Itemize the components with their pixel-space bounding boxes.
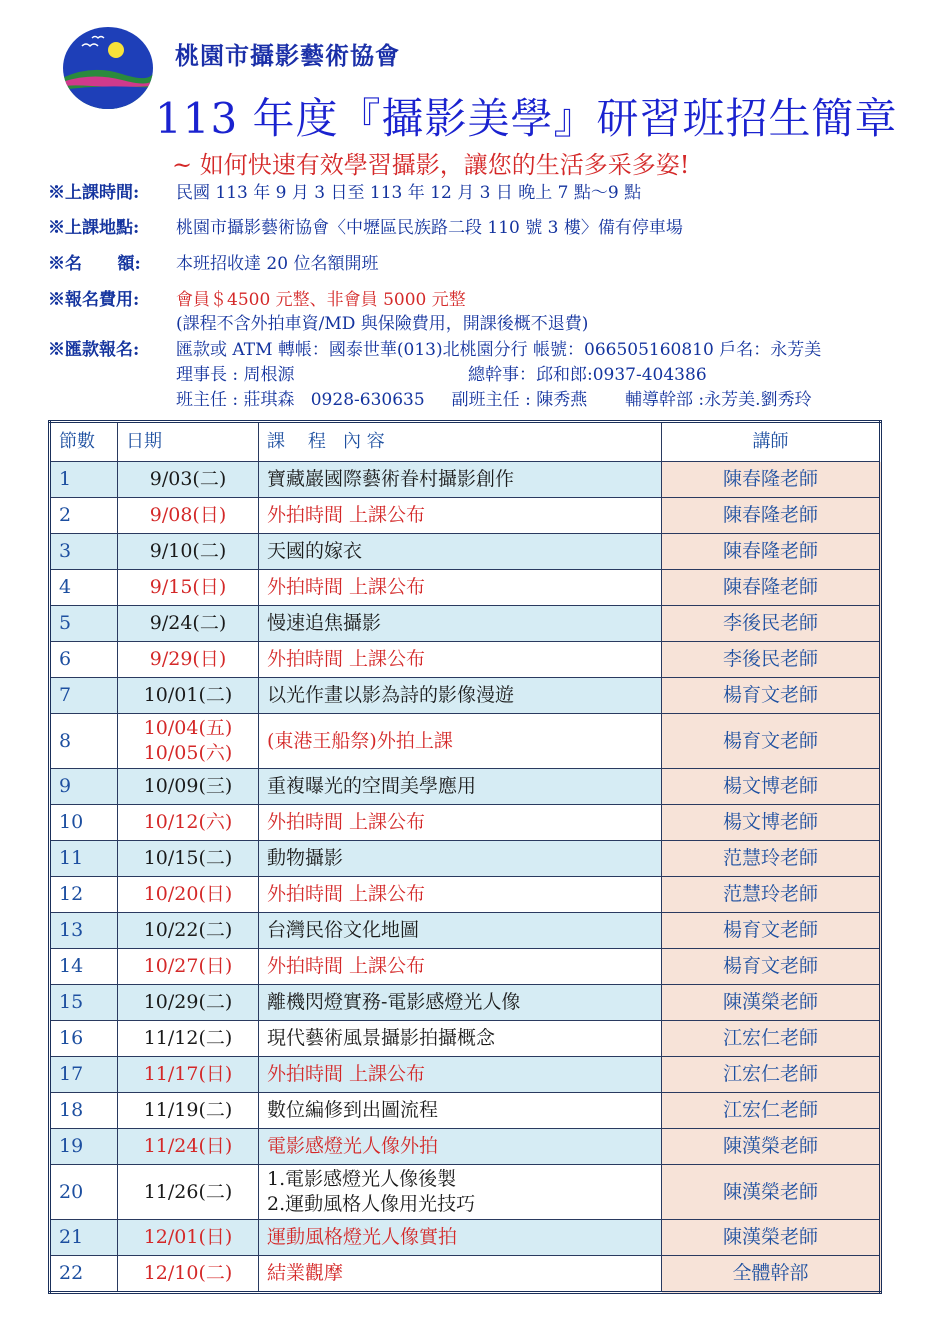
session-number: 3 [50, 534, 118, 570]
table-row [50, 1129, 881, 1165]
quota-value: 本班招收達 20 位名額開班 [176, 254, 379, 274]
session-date: 11/26(二) [118, 1165, 259, 1220]
session-topic: 外拍時間 上課公布 [259, 877, 662, 913]
session-topic: 離機閃燈實務-電影感燈光人像 [259, 985, 662, 1021]
chairman: 理事長 : 周根源 [176, 365, 295, 385]
session-teacher: 楊文博老師 [662, 805, 881, 841]
header-teacher: 講師 [662, 422, 881, 462]
session-number: 9 [50, 769, 118, 805]
header-session: 節數 [50, 422, 118, 462]
session-teacher: 陳春隆老師 [662, 570, 881, 606]
session-teacher: 楊育文老師 [662, 714, 881, 769]
session-date: 10/01(二) [118, 678, 259, 714]
session-topic: 數位編修到出圖流程 [259, 1093, 662, 1129]
session-number: 5 [50, 606, 118, 642]
session-teacher: 江宏仁老師 [662, 1021, 881, 1057]
session-date [118, 714, 259, 769]
header-topic: 課 程 內 容 [259, 422, 662, 462]
session-number: 2 [50, 498, 118, 534]
session-teacher: 江宏仁老師 [662, 1093, 881, 1129]
session-teacher: 楊育文老師 [662, 913, 881, 949]
session-date: 9/08(日) [118, 498, 259, 534]
session-teacher: 楊育文老師 [662, 949, 881, 985]
session-number: 22 [50, 1256, 118, 1293]
session-teacher: 陳漢榮老師 [662, 1220, 881, 1256]
org-name: 桃園市攝影藝術協會 [175, 42, 400, 70]
session-topic: 外拍時間 上課公布 [259, 805, 662, 841]
session-number: 15 [50, 985, 118, 1021]
session-date: 9/29(日) [118, 642, 259, 678]
session-topic: 外拍時間 上課公布 [259, 498, 662, 534]
table-row [50, 1165, 881, 1220]
session-topic: 外拍時間 上課公布 [259, 1057, 662, 1093]
session-number: 7 [50, 678, 118, 714]
association-logo [62, 26, 154, 110]
session-teacher: 陳漢榮老師 [662, 985, 881, 1021]
session-date: 11/12(二) [118, 1021, 259, 1057]
session-number: 19 [50, 1129, 118, 1165]
session-topic: 結業觀摩 [259, 1256, 662, 1293]
remit-value: 匯款或 ATM 轉帳：國泰世華(013)北桃園分行 帳號：066505160810 戶名：永芳美 [176, 340, 822, 360]
session-topic [259, 1165, 662, 1220]
session-date: 12/01(日) [118, 1220, 259, 1256]
subtitle: ~ 如何快速有效學習攝影，讓您的生活多采多姿! [172, 151, 690, 179]
place-label: ※上課地點: [48, 218, 140, 238]
table-row [50, 985, 881, 1021]
staff: 班主任 : 莊琪森 0928-630635 副班主任 : 陳秀燕 輔導幹部 :永芳美.劉秀玲 [176, 390, 812, 410]
header-date: 日期 [118, 422, 259, 462]
session-teacher: 范慧玲老師 [662, 877, 881, 913]
session-teacher: 楊育文老師 [662, 678, 881, 714]
session-number: 6 [50, 642, 118, 678]
session-number: 12 [50, 877, 118, 913]
session-date: 10/09(三) [118, 769, 259, 805]
session-date: 11/19(二) [118, 1093, 259, 1129]
session-topic: (東港王船祭)外拍上課 [259, 714, 662, 769]
place-value: 桃園市攝影藝術協會〈中壢區民族路二段 110 號 3 樓〉備有停車場 [176, 218, 683, 238]
table-row [50, 498, 881, 534]
session-teacher: 全體幹部 [662, 1256, 881, 1293]
table-row [50, 1093, 881, 1129]
session-topic-line: 2.運動風格人像用光技巧 [267, 1193, 476, 1215]
session-date: 9/24(二) [118, 606, 259, 642]
table-row [50, 1057, 881, 1093]
session-date: 10/22(二) [118, 913, 259, 949]
session-topic: 運動風格燈光人像實拍 [259, 1220, 662, 1256]
session-number: 1 [50, 462, 118, 498]
session-topic: 重複曝光的空間美學應用 [259, 769, 662, 805]
table-row [50, 534, 881, 570]
session-topic: 電影感燈光人像外拍 [259, 1129, 662, 1165]
session-number: 11 [50, 841, 118, 877]
session-teacher: 范慧玲老師 [662, 841, 881, 877]
table-row [50, 606, 881, 642]
session-number: 8 [50, 714, 118, 769]
table-row [50, 678, 881, 714]
session-number: 4 [50, 570, 118, 606]
session-date: 9/03(二) [118, 462, 259, 498]
time-value: 民國 113 年 9 月 3 日至 113 年 12 月 3 日 晚上 7 點～9 點 [176, 183, 642, 203]
table-row [50, 714, 881, 769]
session-topic: 外拍時間 上課公布 [259, 642, 662, 678]
session-date: 10/15(二) [118, 841, 259, 877]
table-row [50, 805, 881, 841]
quota-label: ※名 額: [48, 254, 141, 274]
table-row [50, 570, 881, 606]
page-title: 113 年度『攝影美學』研習班招生簡章 [155, 94, 898, 143]
session-teacher: 李後民老師 [662, 606, 881, 642]
session-number: 10 [50, 805, 118, 841]
session-topic: 以光作畫以影為詩的影像漫遊 [259, 678, 662, 714]
table-row [50, 1021, 881, 1057]
session-teacher: 陳春隆老師 [662, 534, 881, 570]
table-row [50, 462, 881, 498]
session-number: 21 [50, 1220, 118, 1256]
table-row [50, 949, 881, 985]
session-topic: 台灣民俗文化地圖 [259, 913, 662, 949]
session-topic: 外拍時間 上課公布 [259, 949, 662, 985]
session-date: 10/27(日) [118, 949, 259, 985]
session-number: 17 [50, 1057, 118, 1093]
session-date: 12/10(二) [118, 1256, 259, 1293]
table-row [50, 913, 881, 949]
session-teacher: 江宏仁老師 [662, 1057, 881, 1093]
secretary: 總幹事：邱和郎:0937-404386 [468, 365, 707, 385]
session-date-line: 10/04(五) [143, 717, 233, 740]
session-number: 16 [50, 1021, 118, 1057]
fee-note: (課程不含外拍車資/MD 與保險費用，開課後概不退費) [176, 314, 589, 334]
session-date: 9/10(二) [118, 534, 259, 570]
schedule-table [48, 420, 882, 1294]
session-date: 10/12(六) [118, 805, 259, 841]
table-row [50, 1256, 881, 1293]
session-number: 13 [50, 913, 118, 949]
session-teacher: 陳春隆老師 [662, 498, 881, 534]
session-teacher: 陳春隆老師 [662, 462, 881, 498]
session-number: 20 [50, 1165, 118, 1220]
session-topic: 天國的嫁衣 [259, 534, 662, 570]
session-topic: 現代藝術風景攝影拍攝概念 [259, 1021, 662, 1057]
session-date: 11/24(日) [118, 1129, 259, 1165]
fee-value: 會員＄4500 元整、非會員 5000 元整 [176, 290, 466, 310]
session-topic: 慢速追焦攝影 [259, 606, 662, 642]
session-teacher: 李後民老師 [662, 642, 881, 678]
session-teacher: 陳漢榮老師 [662, 1165, 881, 1220]
session-date: 10/20(日) [118, 877, 259, 913]
session-topic-line: 1.電影感燈光人像後製 [267, 1168, 457, 1191]
session-teacher: 楊文博老師 [662, 769, 881, 805]
session-number: 18 [50, 1093, 118, 1129]
table-header-row [50, 422, 881, 462]
session-date: 10/29(二) [118, 985, 259, 1021]
session-date: 11/17(日) [118, 1057, 259, 1093]
fee-label: ※報名費用: [48, 290, 140, 310]
time-label: ※上課時間: [48, 183, 140, 203]
session-teacher: 陳漢榮老師 [662, 1129, 881, 1165]
table-row [50, 877, 881, 913]
table-row [50, 642, 881, 678]
table-row [50, 841, 881, 877]
remit-label: ※匯款報名: [48, 340, 140, 360]
table-row [50, 769, 881, 805]
schedule-body [50, 462, 881, 1293]
session-date: 9/15(日) [118, 570, 259, 606]
session-topic: 外拍時間 上課公布 [259, 570, 662, 606]
session-topic: 動物攝影 [259, 841, 662, 877]
session-number: 14 [50, 949, 118, 985]
session-topic: 寶藏巖國際藝術眷村攝影創作 [259, 462, 662, 498]
session-date-line: 10/05(六) [143, 742, 233, 764]
table-row [50, 1220, 881, 1256]
